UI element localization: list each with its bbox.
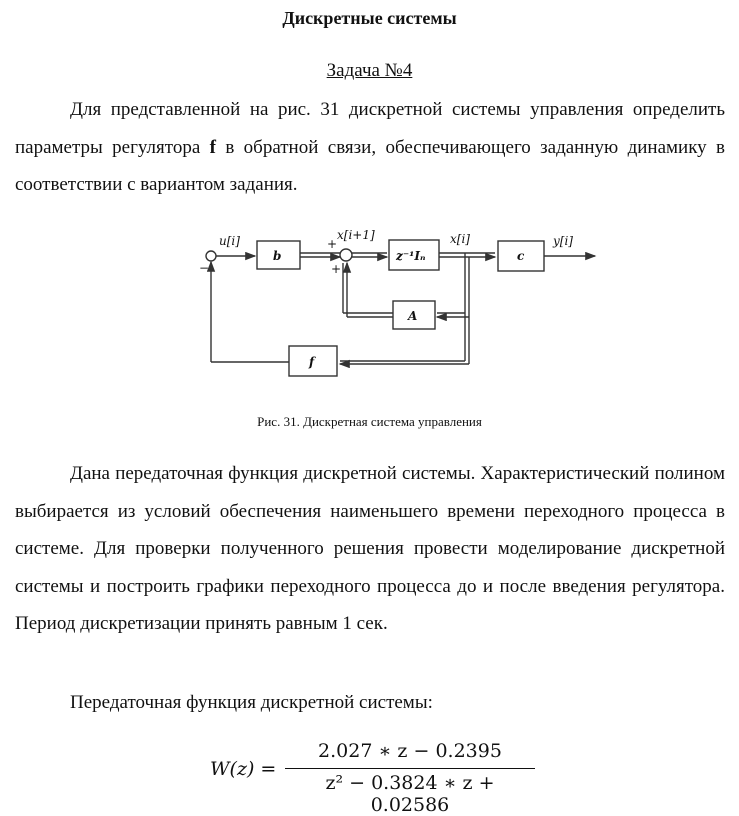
label-minus: − — [199, 261, 210, 275]
intro-paragraph — [15, 91, 725, 204]
label-u: u[i] — [219, 234, 240, 248]
intro-text-end: в обратной связи, обеспечивающего заданную динамику в соответствии с вариантом задания. — [15, 136, 725, 195]
formula-numerator: 2.027 ∗ z − 0.2395 — [318, 740, 502, 762]
label-plus-top: + — [327, 237, 338, 251]
section-title: Дискретные системы — [282, 8, 457, 28]
block-A-label: A — [408, 309, 418, 323]
label-plus-bottom: + — [331, 262, 342, 276]
block-diagram — [195, 221, 610, 391]
block-delay-label: z⁻¹Iₙ — [396, 249, 426, 263]
input-summing-node — [206, 251, 216, 261]
label-x-next: x[i+1] — [337, 228, 375, 242]
body-paragraph: Дана передаточная функция дискретной системы. Характеристический полином выбирается из условий обеспечения наименьшего времени переходного процесса в системе. Для проверки полученного решения провести моделирование дискретной системы и построить графики переходного процесса до и после введения регулятора. Период дискретизации принять равным 1 сек. — [15, 463, 725, 634]
block-c-label: c — [517, 249, 525, 263]
figure-caption: Рис. 31. Дискретная система управления — [257, 414, 482, 429]
formula-lhs: W(z) = — [210, 758, 277, 780]
label-x: x[i] — [450, 232, 470, 246]
state-summing-node — [340, 249, 352, 261]
transfer-function-formula — [205, 740, 545, 816]
intro-bold-f: f — [209, 136, 216, 158]
block-b-label: b — [273, 249, 282, 263]
transfer-function-intro: Передаточная функция дискретной системы: — [70, 692, 433, 713]
task-heading: Задача №4 — [326, 60, 413, 81]
formula-denominator: z² − 0.3824 ∗ z + 0.02586 — [325, 772, 495, 816]
label-y: y[i] — [553, 234, 573, 248]
fraction-bar — [285, 768, 535, 769]
intro-text-start: Для представленной на рис. 31 дискретной системы управления определить параметры регулятора — [15, 99, 725, 158]
block-f-label: f — [309, 355, 315, 369]
